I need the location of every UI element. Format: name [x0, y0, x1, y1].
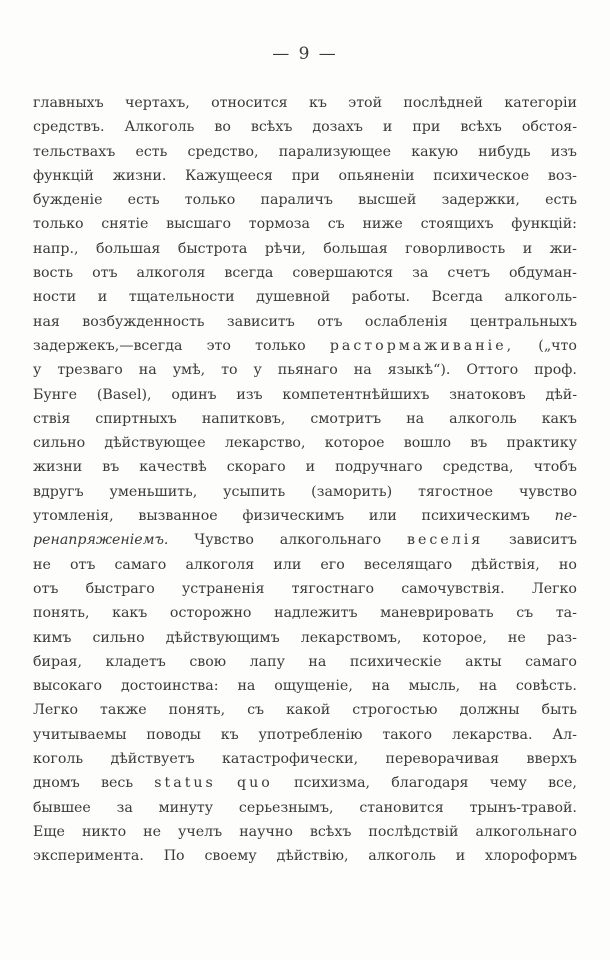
- word: бужденіе: [33, 192, 103, 209]
- word: которое,: [422, 629, 487, 646]
- text-line: [33, 771, 577, 795]
- text-line: [33, 261, 577, 285]
- word: быть: [541, 702, 577, 719]
- word: вверхъ: [526, 751, 577, 768]
- word: чувство: [518, 483, 577, 500]
- word: рѣчи,: [264, 240, 306, 257]
- word: какую: [411, 143, 459, 160]
- word: чтобъ: [533, 459, 577, 476]
- body-text: [33, 91, 577, 869]
- word: та-: [555, 605, 577, 622]
- word: ствія: [33, 410, 71, 427]
- word: Оттого: [466, 362, 519, 379]
- word: только: [33, 216, 84, 233]
- word: категоріи: [504, 95, 577, 111]
- text-line: [33, 431, 577, 455]
- word: учитываемы: [33, 726, 127, 743]
- word: серьезнымъ,: [238, 799, 334, 816]
- word: такого: [382, 726, 433, 743]
- word: тягостнаго: [291, 580, 375, 597]
- word: не: [143, 823, 162, 840]
- word: отъ: [69, 556, 96, 573]
- text-line: [33, 164, 577, 188]
- word: параличъ: [260, 192, 333, 209]
- word: задержекъ,—всегда: [33, 337, 183, 354]
- word: въ: [102, 459, 120, 476]
- word: проф.: [534, 362, 577, 379]
- word: трынъ-травой.: [469, 799, 577, 816]
- word: Кажущееся: [185, 167, 273, 184]
- word: ренапряженіемъ.: [33, 532, 169, 549]
- word: какой: [286, 702, 331, 719]
- word: воз-: [547, 167, 577, 184]
- word: алкоголь: [449, 410, 517, 427]
- word: парализующее: [278, 143, 392, 160]
- word: и: [455, 848, 466, 865]
- word: строгостью: [352, 702, 438, 719]
- text-line: [33, 310, 577, 334]
- word: дѣйствія,: [471, 556, 540, 573]
- word: на: [308, 653, 327, 670]
- word: качествѣ: [139, 459, 207, 476]
- word: quo: [237, 775, 273, 792]
- word: все,: [548, 775, 577, 792]
- word: катастрофически,: [221, 751, 359, 768]
- word: уменьшить,: [109, 483, 198, 500]
- word: и: [522, 240, 533, 257]
- word: обстоя-: [521, 119, 577, 136]
- word: сильно: [33, 435, 86, 452]
- text-line: [33, 553, 577, 577]
- word: поводы: [146, 726, 201, 743]
- word: на: [353, 362, 372, 379]
- word: коголь: [33, 751, 84, 768]
- word: говорливость: [405, 240, 506, 257]
- word: средство,: [187, 143, 259, 160]
- word: свою: [189, 653, 227, 670]
- word: чему: [489, 775, 527, 792]
- word: По: [163, 848, 185, 865]
- word: дѣйствуетъ: [110, 751, 195, 768]
- word: трезваго: [57, 362, 123, 379]
- text-line: [33, 237, 577, 261]
- page-number: — 9 —: [272, 44, 338, 64]
- word: которое: [324, 435, 385, 452]
- word: зависитъ: [509, 532, 577, 549]
- word: не: [33, 556, 51, 573]
- word: быстраго: [85, 580, 155, 597]
- word: Еще: [33, 823, 65, 840]
- word: спиртныхъ: [95, 410, 177, 427]
- word: опьяненіи: [338, 167, 415, 184]
- text-line: [33, 115, 577, 139]
- word: status: [154, 775, 216, 792]
- word: тягостное: [418, 483, 494, 500]
- text-line: [33, 480, 577, 504]
- word: ослабленія: [364, 313, 448, 330]
- word: (Basel),: [96, 386, 152, 403]
- word: самочувствія.: [401, 580, 505, 597]
- word: никто: [81, 823, 127, 840]
- word: какъ: [112, 605, 148, 622]
- text-line: [33, 383, 577, 407]
- word: этой: [348, 95, 383, 111]
- word: Легко: [33, 702, 79, 719]
- word: относится: [211, 95, 288, 111]
- text-line: [33, 747, 577, 771]
- word: (заморить): [311, 483, 393, 500]
- word: дозахъ: [312, 119, 363, 136]
- word: нибудь: [478, 143, 531, 160]
- word: большая: [95, 240, 161, 257]
- text-line: [33, 650, 577, 674]
- text-line: [33, 698, 577, 722]
- word: или: [273, 556, 302, 573]
- word: только: [255, 337, 306, 354]
- text-line: [33, 723, 577, 747]
- word: утомленія,: [33, 508, 114, 525]
- word: ощущеніе,: [274, 678, 353, 695]
- word: всѣхъ: [460, 119, 502, 136]
- word: при: [412, 119, 441, 136]
- text-line: [33, 844, 577, 868]
- word: благодаря: [391, 775, 469, 792]
- word: пьянаго: [277, 362, 338, 379]
- text-line: [33, 601, 577, 625]
- word: кимъ: [33, 629, 72, 646]
- text-line: [33, 455, 577, 479]
- word: и: [305, 459, 316, 476]
- word: вызванное: [138, 508, 218, 525]
- word: работы.: [351, 289, 411, 306]
- word: у: [33, 362, 42, 379]
- word: есть: [135, 143, 168, 160]
- word: центральныхъ: [470, 313, 577, 330]
- word: функцій: [33, 167, 94, 184]
- word: чертахъ,: [125, 95, 190, 111]
- word: становится: [359, 799, 444, 816]
- text-line: [33, 188, 577, 212]
- word: функцій:: [511, 216, 577, 233]
- word: пе-: [554, 508, 577, 525]
- word: въ: [470, 435, 488, 452]
- word: подручнаго: [335, 459, 423, 476]
- word: на: [371, 678, 390, 695]
- word: весь: [101, 775, 134, 792]
- text-line: [33, 528, 577, 552]
- word: изъ: [236, 386, 263, 403]
- word: къ: [309, 95, 327, 111]
- word: счетъ: [447, 265, 490, 282]
- word: понять,: [33, 605, 90, 622]
- text-line: [33, 504, 577, 528]
- word: ная: [33, 313, 60, 330]
- word: также: [100, 702, 147, 719]
- word: вдругъ: [33, 483, 84, 500]
- word: за: [412, 265, 429, 282]
- word: лапу: [249, 653, 285, 670]
- text-line: [33, 796, 577, 820]
- word: практику: [506, 435, 577, 452]
- word: есть: [545, 192, 577, 209]
- word: употребленію: [258, 726, 363, 743]
- word: понять,: [168, 702, 226, 719]
- word: психическое: [433, 167, 530, 184]
- word: это: [206, 337, 231, 354]
- word: быстрота: [177, 240, 248, 257]
- word: не: [507, 629, 526, 646]
- word: Алкоголь: [124, 119, 195, 136]
- word: лекарства.: [451, 726, 533, 743]
- word: мысль,: [408, 678, 461, 695]
- word: высшаго: [166, 216, 232, 233]
- word: и: [382, 119, 393, 136]
- word: достоинства:: [120, 678, 219, 695]
- word: отъ: [92, 265, 118, 282]
- word: компетентнѣйшихъ: [282, 386, 430, 403]
- word: эксперимента.: [33, 848, 144, 865]
- word: на: [406, 410, 425, 427]
- text-line: [33, 674, 577, 698]
- word: языкѣ“).: [387, 362, 451, 379]
- text-line: [33, 577, 577, 601]
- word: на: [479, 678, 497, 695]
- word: Легко: [531, 580, 577, 597]
- word: или: [368, 508, 397, 525]
- word: самаго: [114, 556, 167, 573]
- word: своему: [204, 848, 257, 865]
- word: напр.,: [33, 240, 79, 257]
- word: хлороформъ: [485, 848, 577, 865]
- word: у: [253, 362, 262, 379]
- word: бирая,: [33, 653, 82, 670]
- word: всегда: [224, 265, 274, 282]
- word: совѣсть.: [515, 678, 577, 695]
- word: умѣ,: [172, 362, 206, 379]
- word: отъ: [33, 580, 59, 597]
- text-line: [33, 334, 577, 358]
- word: къ: [220, 726, 239, 743]
- word: задержки,: [441, 192, 520, 209]
- word: алкогольнаго: [475, 823, 577, 840]
- word: душевной: [256, 289, 331, 306]
- word: осторожно: [169, 605, 252, 622]
- word: надлежитъ: [274, 605, 358, 622]
- text-line: [33, 212, 577, 236]
- word: алкоголя: [185, 556, 255, 573]
- word: психизма,: [294, 775, 371, 792]
- word: одинъ: [171, 386, 217, 403]
- word: но: [558, 556, 577, 573]
- word: всѣхъ: [250, 119, 293, 136]
- word: жи-: [549, 240, 577, 257]
- word: главныхъ: [33, 95, 104, 111]
- word: какъ: [541, 410, 577, 427]
- word: смотритъ: [310, 410, 382, 427]
- word: дѣйствію,: [276, 848, 349, 865]
- word: средства,: [442, 459, 514, 476]
- word: то: [221, 362, 238, 379]
- word: высшей: [358, 192, 417, 209]
- word: стоящихъ: [420, 216, 494, 233]
- word: веселія: [406, 532, 484, 549]
- word: большая: [323, 240, 388, 257]
- text-line: [33, 820, 577, 844]
- word: зависитъ: [226, 313, 295, 330]
- word: снятіе: [101, 216, 149, 233]
- word: ности: [33, 289, 77, 306]
- word: самаго: [525, 653, 577, 670]
- word: алкоголь-: [504, 289, 577, 306]
- word: средствъ.: [33, 119, 105, 136]
- word: есть: [127, 192, 160, 209]
- word: отъ: [317, 313, 343, 330]
- word: напитковъ,: [201, 410, 286, 427]
- word: ниже: [362, 216, 403, 233]
- word: физическимъ: [242, 508, 345, 525]
- word: психическимъ: [421, 508, 530, 525]
- word: скораго: [226, 459, 286, 476]
- word: алкогольнаго: [279, 532, 382, 549]
- word: устраненія: [181, 580, 265, 597]
- word: при: [291, 167, 320, 184]
- word: тельствахъ: [33, 143, 116, 160]
- word: совершаются: [292, 265, 394, 282]
- word: высокаго: [33, 678, 103, 695]
- word: во: [214, 119, 231, 136]
- word: всѣхъ: [309, 823, 352, 840]
- word: лекарствомъ,: [300, 629, 402, 646]
- word: съ: [247, 702, 265, 719]
- word: сильно: [92, 629, 145, 646]
- word: переворачивая: [385, 751, 500, 768]
- text-line: [33, 285, 577, 309]
- word: дѣйствующее: [104, 435, 206, 452]
- text-line: [33, 140, 577, 164]
- word: растормаживаніе,: [329, 337, 515, 354]
- word: съ: [516, 605, 534, 622]
- word: возбужденность: [82, 313, 205, 330]
- word: раз-: [546, 629, 577, 646]
- word: бывшее: [33, 799, 91, 816]
- word: вошло: [403, 435, 452, 452]
- word: дномъ: [33, 775, 80, 792]
- word: Чувство: [194, 532, 254, 549]
- text-line: [33, 407, 577, 431]
- word: („что: [538, 337, 577, 354]
- word: его: [320, 556, 345, 573]
- word: на: [237, 678, 256, 695]
- word: акты: [465, 653, 502, 670]
- word: съ: [327, 216, 345, 233]
- word: Ал-: [552, 726, 577, 743]
- word: только: [184, 192, 236, 209]
- text-line: [33, 91, 577, 115]
- word: дѣйствующимъ: [165, 629, 280, 646]
- word: алкоголь: [368, 848, 436, 865]
- word: тщательности: [128, 289, 235, 306]
- word: минуту: [158, 799, 214, 816]
- word: Всегда: [431, 289, 483, 306]
- word: послѣдней: [403, 95, 483, 111]
- word: Бунге: [33, 386, 78, 403]
- word: тормоза: [248, 216, 310, 233]
- word: должны: [459, 702, 520, 719]
- word: учелъ: [178, 823, 223, 840]
- word: знатоковъ: [449, 386, 526, 403]
- word: дѣй-: [545, 386, 577, 403]
- word: усыпить: [223, 483, 286, 500]
- word: жизни: [33, 459, 83, 476]
- word: психическіе: [349, 653, 442, 670]
- word: веселящаго: [363, 556, 453, 573]
- word: вость: [33, 265, 74, 282]
- word: и: [97, 289, 108, 306]
- word: лекарство,: [224, 435, 306, 452]
- word: за: [116, 799, 133, 816]
- word: на: [138, 362, 157, 379]
- word: жизни.: [112, 167, 167, 184]
- word: алкоголя: [136, 265, 206, 282]
- word: изъ: [550, 143, 577, 160]
- text-line: [33, 626, 577, 650]
- word: послѣдствій: [368, 823, 459, 840]
- word: обдуман-: [509, 265, 577, 282]
- text-line: [33, 358, 577, 382]
- word: маневрировать: [380, 605, 494, 622]
- word: научно: [239, 823, 293, 840]
- word: кладетъ: [105, 653, 166, 670]
